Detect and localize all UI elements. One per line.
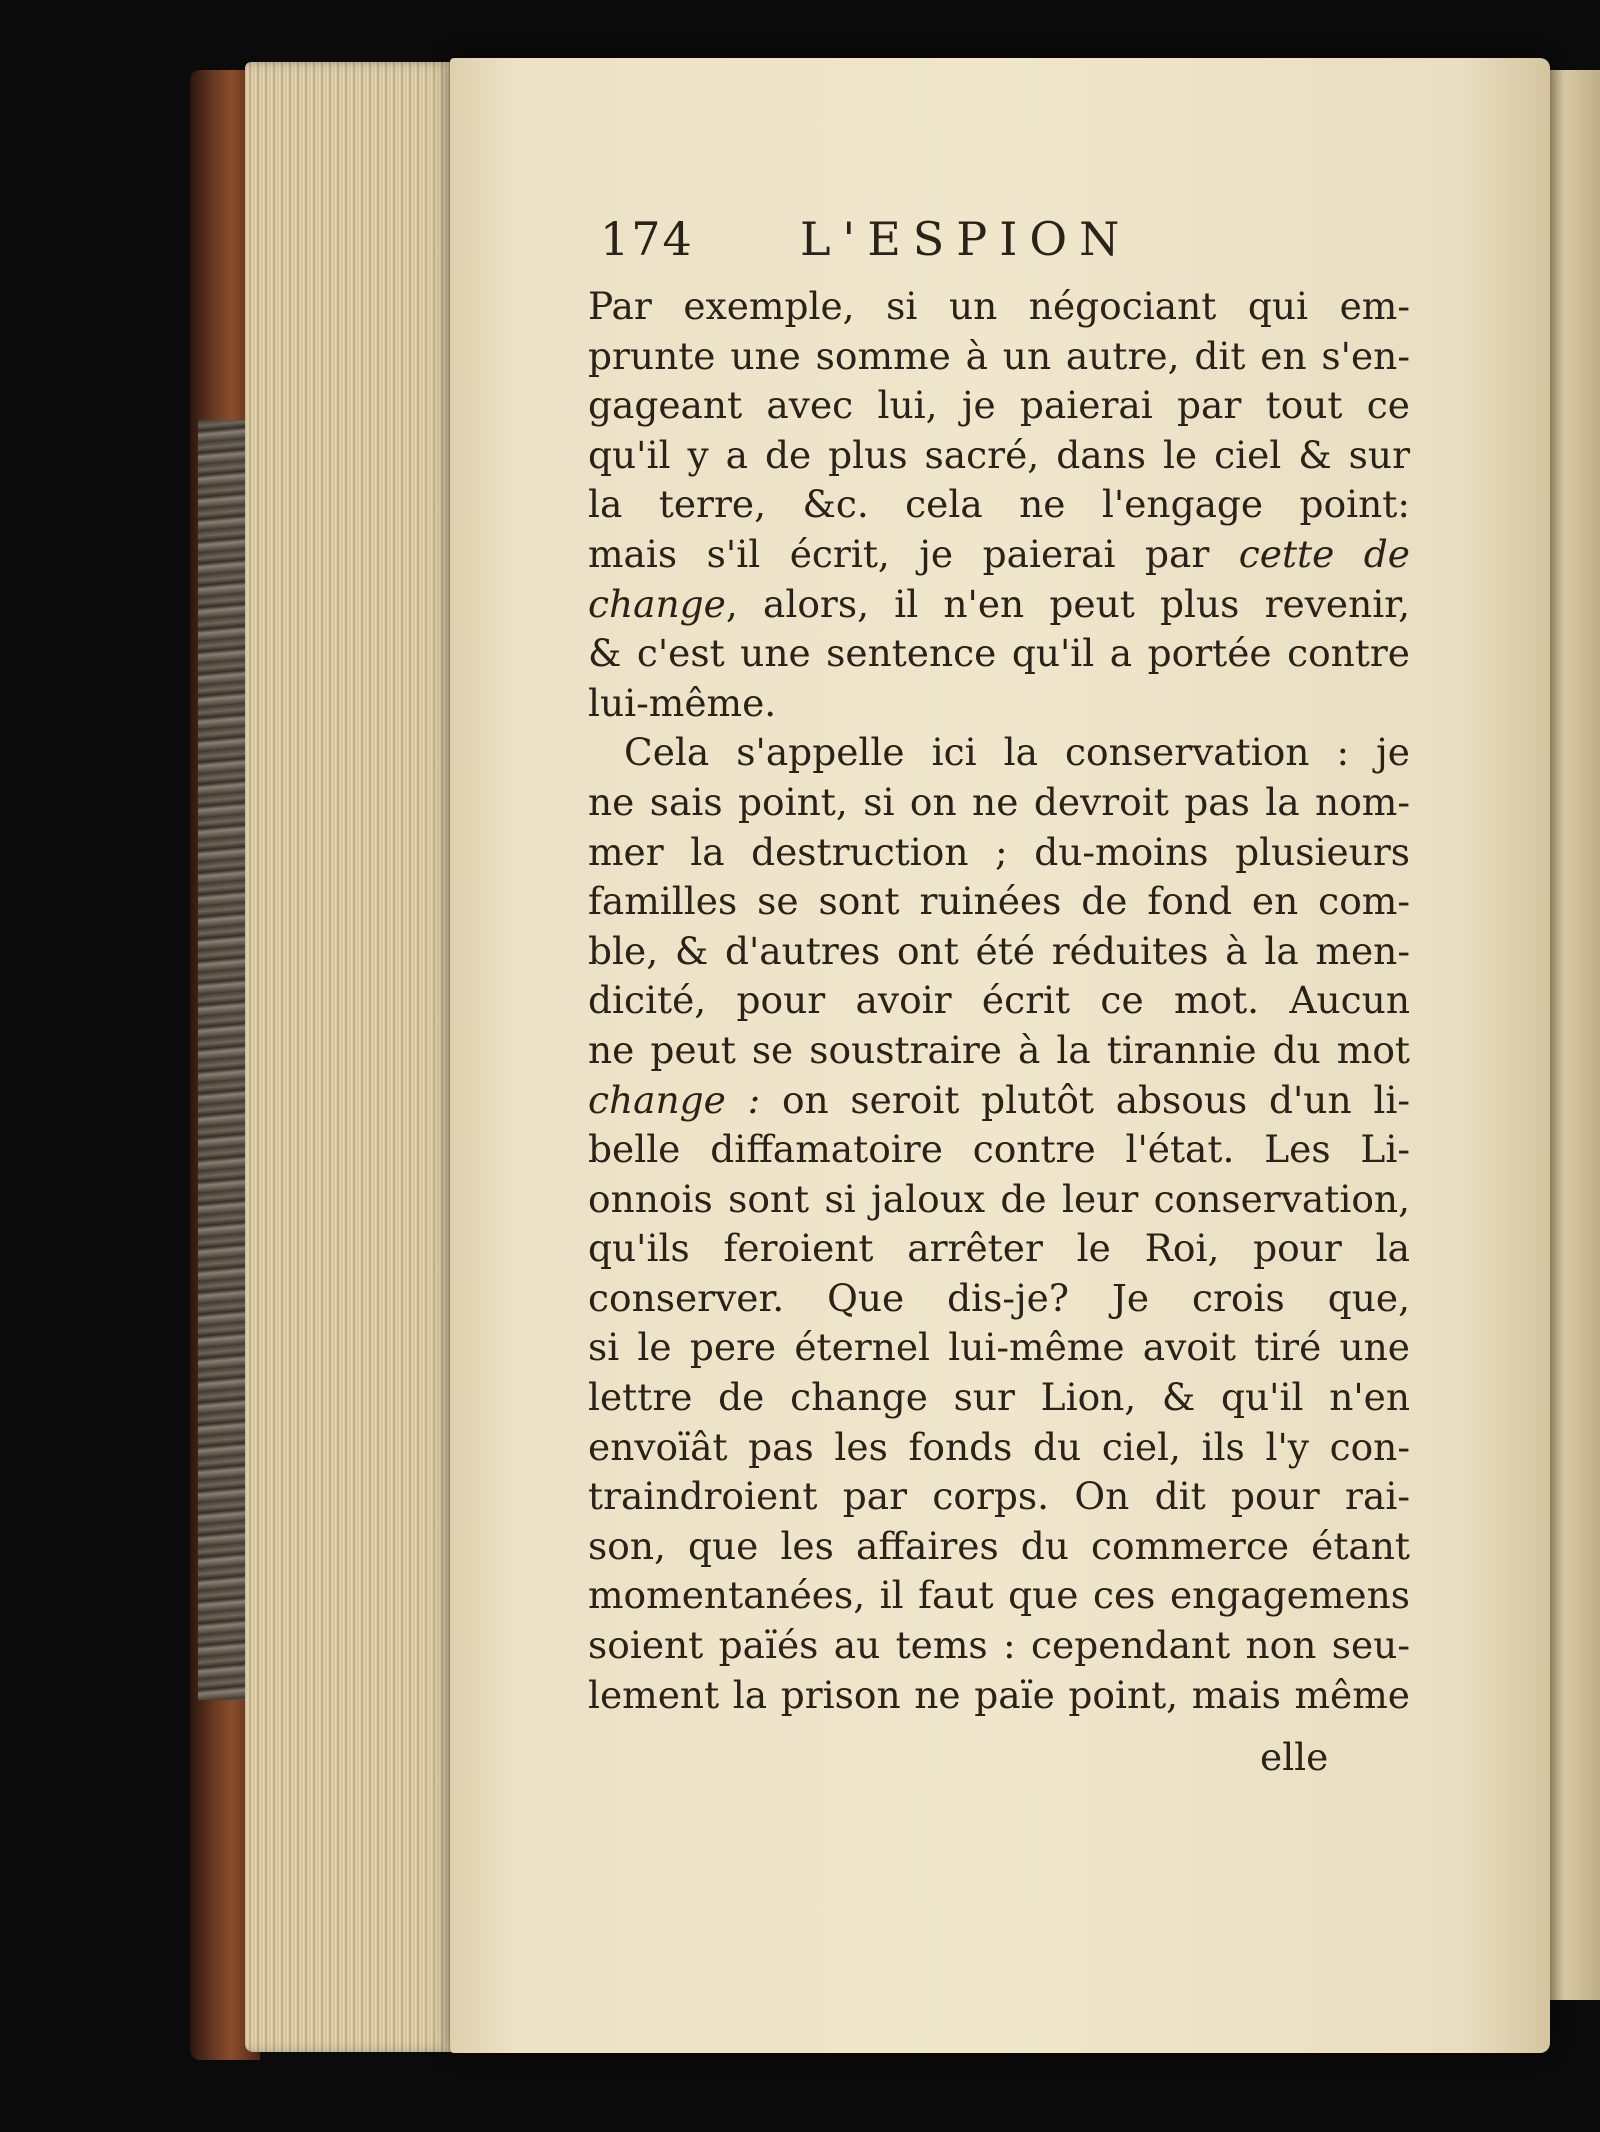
text-fragment: mais s'il écrit, je paierai par <box>588 531 1239 576</box>
italic-word: change : <box>588 1077 761 1122</box>
text-line <box>588 530 1410 580</box>
text-line: qu'il y a de plus sacré, dans le ciel & sur <box>588 432 1410 477</box>
marbled-endpaper <box>198 420 250 1700</box>
text-line: dicité, pour avoir écrit ce mot. Aucun <box>588 978 1410 1023</box>
text-fragment: on seroit plutôt absous d'un li- <box>760 1077 1410 1122</box>
text-line: gageant avec lui, je paierai par tout ce <box>588 383 1410 428</box>
text-line: familles se sont ruinées de fond en com- <box>588 879 1410 924</box>
italic-word: change <box>588 581 726 626</box>
text-line <box>588 1076 1410 1126</box>
text-line: onnois sont si jaloux de leur conservation, <box>588 1176 1410 1221</box>
text-line: momentanées, il faut que ces engagemens <box>588 1573 1410 1618</box>
italic-phrase: cette de <box>1238 531 1410 576</box>
text-line: soient païés au tems : cependant non seu- <box>588 1623 1410 1668</box>
running-title: L'ESPION <box>800 212 1132 266</box>
page-edges <box>245 62 460 2052</box>
text-line: lement la prison ne païe point, mais même <box>588 1672 1410 1717</box>
text-line: conserver. Que dis-je? Je crois que, <box>588 1275 1410 1320</box>
text-line: ne peut se soustraire à la tirannie du mot <box>588 1027 1410 1072</box>
text-line: Par exemple, si un négociant qui em- <box>588 284 1410 328</box>
page-header <box>600 212 1260 272</box>
text-line: si le pere éternel lui-même avoit tiré une <box>588 1325 1410 1370</box>
text-line <box>588 580 1410 630</box>
text-line: son, que les affaires du commerce étant <box>588 1523 1410 1568</box>
text-fragment: , alors, il n'en peut plus revenir, <box>725 581 1410 626</box>
text-line: ne sais point, si on ne devroit pas la nom- <box>588 779 1410 824</box>
text-line: & c'est une sentence qu'il a portée contre <box>588 631 1410 676</box>
body-text <box>588 282 1410 1720</box>
text-line: lui-même. <box>588 680 777 725</box>
page-number: 174 <box>600 212 694 266</box>
text-line: belle diffamatoire contre l'état. Les Li- <box>588 1127 1410 1172</box>
catchword: elle <box>1260 1735 1329 1779</box>
text-line: la terre, &c. cela ne l'engage point: <box>588 482 1410 527</box>
text-line: traindroient par corps. On dit pour rai- <box>588 1474 1410 1519</box>
text-line: ble, & d'autres ont été réduites à la men- <box>588 928 1410 973</box>
text-line: lettre de change sur Lion, & qu'il n'en <box>588 1375 1410 1420</box>
text-line: envoïât pas les fonds du ciel, ils l'y con- <box>588 1424 1410 1469</box>
text-line: mer la destruction ; du-moins plusieurs <box>588 829 1410 874</box>
text-line: qu'ils feroient arrêter le Roi, pour la <box>588 1226 1410 1271</box>
text-line: prunte une somme à un autre, dit en s'en- <box>588 333 1410 378</box>
text-line: Cela s'appelle ici la conservation : je <box>624 730 1410 775</box>
